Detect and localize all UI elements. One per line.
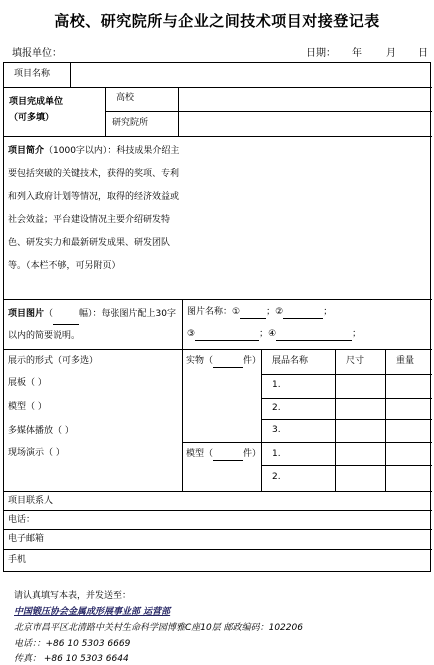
circled-3: ③ [187,329,196,339]
rule [261,419,432,420]
display-board-option[interactable]: 展板（ ） [8,378,47,388]
image-names-line1: 图片名称：① ；② ； [187,307,333,317]
rule [261,374,432,375]
rule [4,529,432,530]
physical-item-1: 1. [272,380,281,390]
images-open-paren: （ [44,309,54,319]
model-count [186,448,261,461]
col-exhibit-name: 展品名称 [272,356,309,366]
model-count-blank[interactable] [213,450,243,461]
intro-title: 项目简介 [8,146,45,156]
rule [105,87,106,136]
university-label: 高校 [116,93,135,103]
project-intro [8,140,180,278]
col-size: 尺寸 [346,356,365,366]
images-count-blank[interactable] [53,314,79,325]
fill-unit-label: 填报单位： [12,48,62,59]
footer-fax: 传真： +86 10 5303 6644 [14,654,129,664]
footer-instruction: 请认真填写本表，并发送至： [14,591,132,601]
physical-label: 实物（ [186,356,214,366]
date-year-label: 年 [352,48,362,59]
model-item-1: 1. [272,449,281,459]
image-name-1-blank[interactable] [240,308,266,319]
project-images-desc [8,303,180,347]
pieces-label: 件） [243,449,262,459]
rule [70,63,71,87]
images-text: 幅）：每张图片配上30字以内的简要说明。 [8,309,176,341]
rule [4,491,432,492]
rule [261,398,432,399]
intro-text: （1000字以内）：科技成果介绍主要包括突破的关键技术，获得的奖项、专利和列入政府计划等情况，取得的经济效益或社会效益；平台建设情况主要介绍研发特色、研发实力和最新研发成果、研发团队等。（本栏不够，可另附页） [8,146,180,271]
image-name-2-blank[interactable] [283,308,323,319]
rule [385,349,386,491]
footer-organization[interactable]: 中国锻压协会金属成形展事业部 运营部 [14,607,171,617]
registration-table [3,62,431,572]
institute-label: 研究院所 [112,118,149,128]
physical-item-2: 2. [272,403,281,413]
model-label: 模型（ [186,449,214,459]
rule [335,349,336,491]
physical-count [186,355,261,368]
date-month-label: 月 [386,48,396,59]
display-model-option[interactable]: 模型（ ） [8,402,47,412]
phone-label: 电话： [8,515,36,525]
image-name-3-blank[interactable] [195,330,259,341]
circled-2: ② [275,307,284,317]
rule [178,87,179,136]
footer-phone: 电话：：+86 10 5303 6669 [14,639,131,649]
project-name-label: 项目名称 [14,69,51,79]
contact-label: 项目联系人 [8,496,54,506]
form-title: 高校、研究院所与企业之间技术项目对接登记表 [54,12,380,30]
rule [4,510,432,511]
circled-1: ① [232,307,241,317]
email-label: 电子邮箱 [8,534,45,544]
col-weight: 重量 [396,356,415,366]
model-item-2: 2. [272,472,281,482]
image-names-line2: ③ ；④ ； [187,329,362,339]
rule [105,111,432,112]
physical-item-3: 3. [272,425,281,435]
images-title: 项目图片 [8,309,45,319]
image-names-label: 图片名称： [187,307,233,317]
date-label: 日期： [306,48,336,59]
rule [4,87,432,88]
circled-4: ④ [268,329,277,339]
display-live-option[interactable]: 现场演示（ ） [8,448,65,458]
display-form-label: 展示的形式（可多选） [8,356,99,366]
image-name-4-blank[interactable] [276,330,352,341]
footer-address: 北京市昌平区北清路中关村生命科学园博雅C座10层 邮政编码：102206 [14,623,303,633]
pieces-label: 件） [243,356,262,366]
physical-count-blank[interactable] [213,357,243,368]
rule [182,442,432,443]
rule [261,349,262,491]
rule [4,136,432,137]
mobile-label: 手机 [8,555,27,565]
rule [4,549,432,550]
rule [4,349,432,350]
display-multimedia-option[interactable]: 多媒体播放（ ） [8,426,74,436]
rule [4,299,432,300]
rule [182,299,183,491]
date-day-label: 日 [418,48,428,59]
completion-unit-label: 项目完成单位（可多填） [9,97,64,123]
rule [261,465,432,466]
